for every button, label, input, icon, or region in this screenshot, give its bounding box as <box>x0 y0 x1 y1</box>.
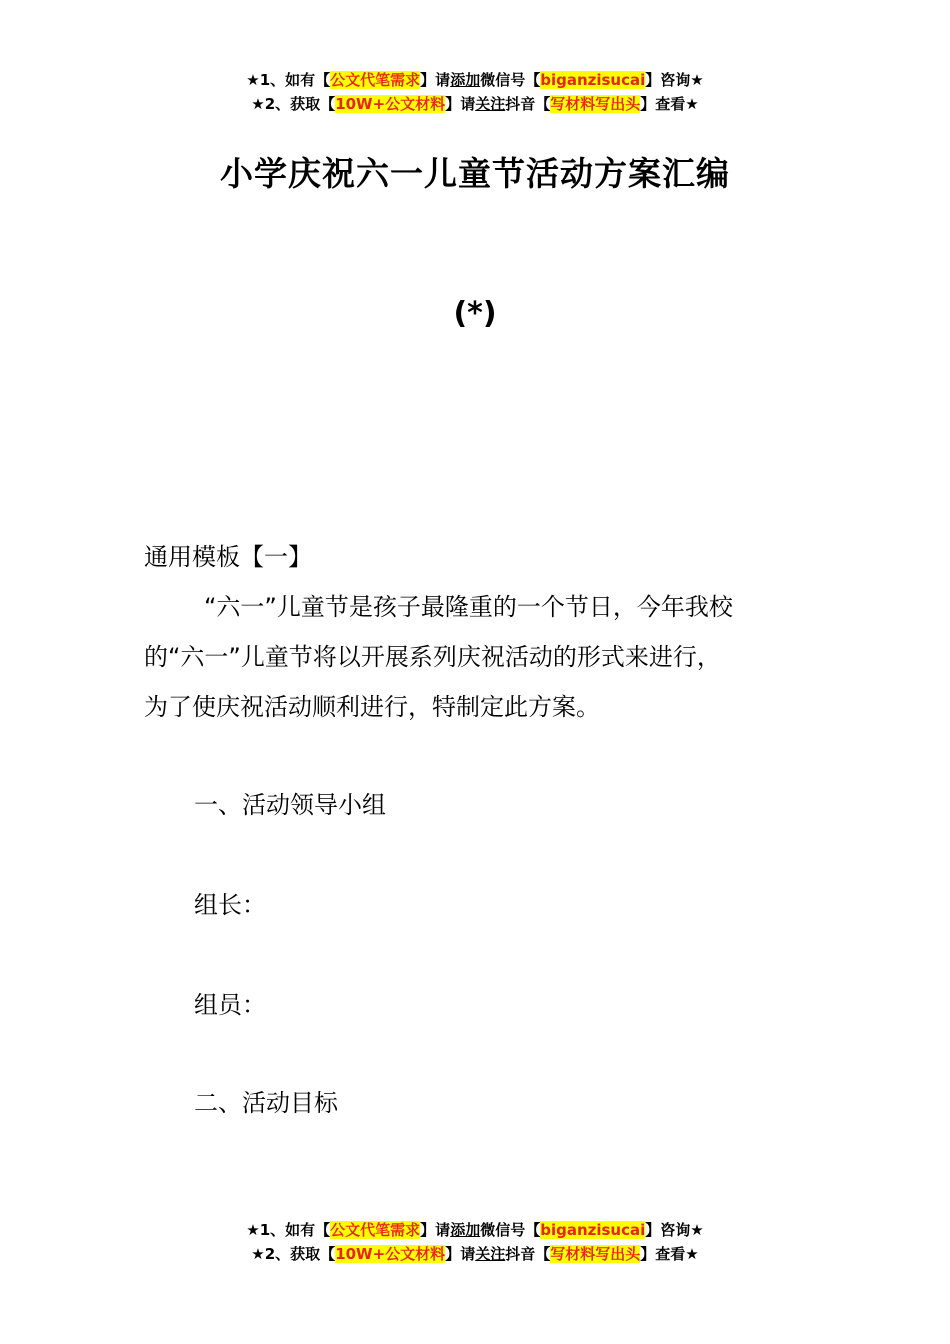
footer-banner <box>0 1218 950 1266</box>
heading-leadership-group: 一、活动领导小组 <box>194 791 386 819</box>
banner-underlined-text: 添加 <box>450 71 481 89</box>
heading-activity-goals: 二、活动目标 <box>194 1089 338 1117</box>
banner-highlight: biganzisucai <box>540 1221 646 1239</box>
banner-text: ★1、如有【 <box>246 71 331 89</box>
banner-text: 抖音【 <box>505 95 551 113</box>
banner-text: ★2、获取【 <box>251 95 336 113</box>
banner-text: 微信号【 <box>480 1221 541 1239</box>
document-subtitle: (*) <box>453 296 497 331</box>
banner-text: 】查看★ <box>640 95 699 113</box>
banner-highlight: 公文代笔需求 <box>330 1221 421 1239</box>
banner-text: 】请 <box>445 1245 476 1263</box>
banner-highlight: 写材料写出头 <box>550 95 641 113</box>
banner-underlined-text: 关注 <box>475 95 506 113</box>
banner-highlight: biganzisucai <box>540 71 646 89</box>
banner-text: ★2、获取【 <box>251 1245 336 1263</box>
section-label: 通用模板【一】 <box>144 543 312 571</box>
banner-text: ★1、如有【 <box>246 1221 331 1239</box>
banner-line-2 <box>0 1242 950 1266</box>
banner-text: 】咨询★ <box>645 1221 704 1239</box>
banner-line-2 <box>0 92 950 116</box>
banner-highlight: 10W+公文材料 <box>335 95 446 113</box>
paragraph-1 <box>144 582 809 732</box>
paragraph-line: 的“六一”儿童节将以开展系列庆祝活动的形式来进行， <box>144 643 721 671</box>
paragraph-line: “六一”儿童节是孩子最隆重的一个节日，今年我校 <box>204 593 733 621</box>
banner-text: 】咨询★ <box>645 71 704 89</box>
banner-text: 抖音【 <box>505 1245 551 1263</box>
banner-underlined-text: 关注 <box>475 1245 506 1263</box>
banner-highlight: 10W+公文材料 <box>335 1245 446 1263</box>
leader-label: 组长： <box>194 891 266 919</box>
banner-text: 】查看★ <box>640 1245 699 1263</box>
banner-line-1 <box>0 68 950 92</box>
banner-text: 】请 <box>445 95 476 113</box>
banner-text: 】请 <box>420 1221 451 1239</box>
banner-text: 微信号【 <box>480 71 541 89</box>
banner-underlined-text: 添加 <box>450 1221 481 1239</box>
paragraph-line: 为了使庆祝活动顺利进行，特制定此方案。 <box>144 693 600 721</box>
banner-text: 】请 <box>420 71 451 89</box>
banner-line-1 <box>0 1218 950 1242</box>
members-label: 组员： <box>194 991 266 1019</box>
banner-highlight: 公文代笔需求 <box>330 71 421 89</box>
banner-highlight: 写材料写出头 <box>550 1245 641 1263</box>
header-banner <box>0 68 950 116</box>
document-title: 小学庆祝六一儿童节活动方案汇编 <box>220 154 730 193</box>
